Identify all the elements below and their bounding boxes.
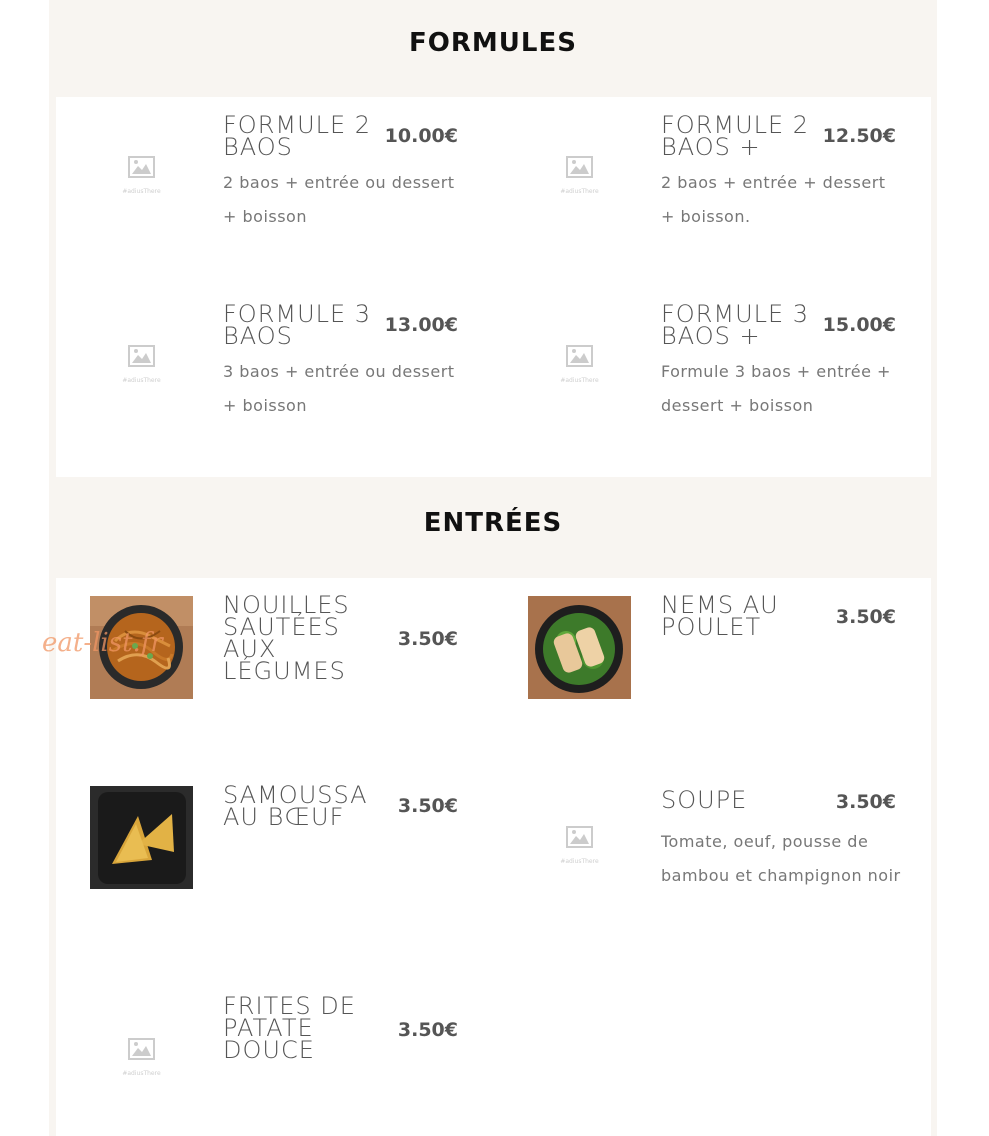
item-name: FORMULE 3 BAOS + bbox=[661, 300, 810, 350]
item-name: FORMULE 2 BAOS bbox=[223, 111, 372, 161]
placeholder-caption: #adiusThere bbox=[122, 377, 161, 384]
item-name: FRITES DE PATATE DOUCE bbox=[223, 992, 356, 1064]
placeholder-image bbox=[90, 998, 193, 1101]
placeholder-caption: #adiusThere bbox=[122, 188, 161, 195]
item-description: Formule 3 baos + entrée + dessert + boisson bbox=[661, 362, 891, 415]
placeholder-caption: #adiusThere bbox=[560, 188, 599, 195]
item-price: 12.50€ bbox=[822, 125, 896, 147]
nems-photo bbox=[528, 596, 631, 699]
item-price: 10.00€ bbox=[384, 125, 458, 147]
item-price: 3.50€ bbox=[397, 795, 458, 817]
item-description: 2 baos + entrée + dessert + boisson. bbox=[661, 173, 886, 226]
item-price: 3.50€ bbox=[397, 1019, 458, 1041]
placeholder-image bbox=[90, 116, 193, 219]
image-placeholder-icon bbox=[128, 1038, 155, 1060]
image-placeholder-icon bbox=[128, 156, 155, 178]
image-placeholder-icon bbox=[566, 345, 593, 367]
watermark: eat-list.fr bbox=[42, 628, 163, 658]
item-description: 2 baos + entrée ou dessert + boisson bbox=[223, 173, 455, 226]
samoussa-photo bbox=[90, 786, 193, 889]
placeholder-image bbox=[528, 116, 631, 219]
placeholder-caption: #adiusThere bbox=[560, 377, 599, 384]
item-price: 3.50€ bbox=[835, 606, 896, 628]
item-price: 3.50€ bbox=[397, 628, 458, 650]
image-placeholder-icon bbox=[128, 345, 155, 367]
item-name: FORMULE 2 BAOS + bbox=[661, 111, 810, 161]
placeholder-caption: #adiusThere bbox=[122, 1070, 161, 1077]
item-name: NOUILLES SAUTÉES AUX LÉGUMES bbox=[223, 591, 350, 685]
item-name: SOUPE bbox=[661, 786, 748, 814]
item-name: FORMULE 3 BAOS bbox=[223, 300, 372, 350]
item-description: 3 baos + entrée ou dessert + boisson bbox=[223, 362, 455, 415]
placeholder-image bbox=[528, 305, 631, 408]
placeholder-image bbox=[528, 786, 631, 889]
item-price: 15.00€ bbox=[822, 314, 896, 336]
image-placeholder-icon bbox=[566, 156, 593, 178]
item-name: NEMS AU POULET bbox=[661, 591, 779, 641]
item-description: Tomate, oeuf, pousse de bambou et champignon noir bbox=[661, 832, 901, 885]
item-price: 13.00€ bbox=[384, 314, 458, 336]
item-price: 3.50€ bbox=[835, 791, 896, 813]
image-placeholder-icon bbox=[566, 826, 593, 848]
placeholder-image bbox=[90, 305, 193, 408]
section-title-entrees: ENTRÉES bbox=[423, 508, 563, 538]
section-title-formules: FORMULES bbox=[409, 28, 577, 58]
placeholder-caption: #adiusThere bbox=[560, 858, 599, 865]
item-name: SAMOUSSA AU BŒUF bbox=[223, 781, 368, 831]
